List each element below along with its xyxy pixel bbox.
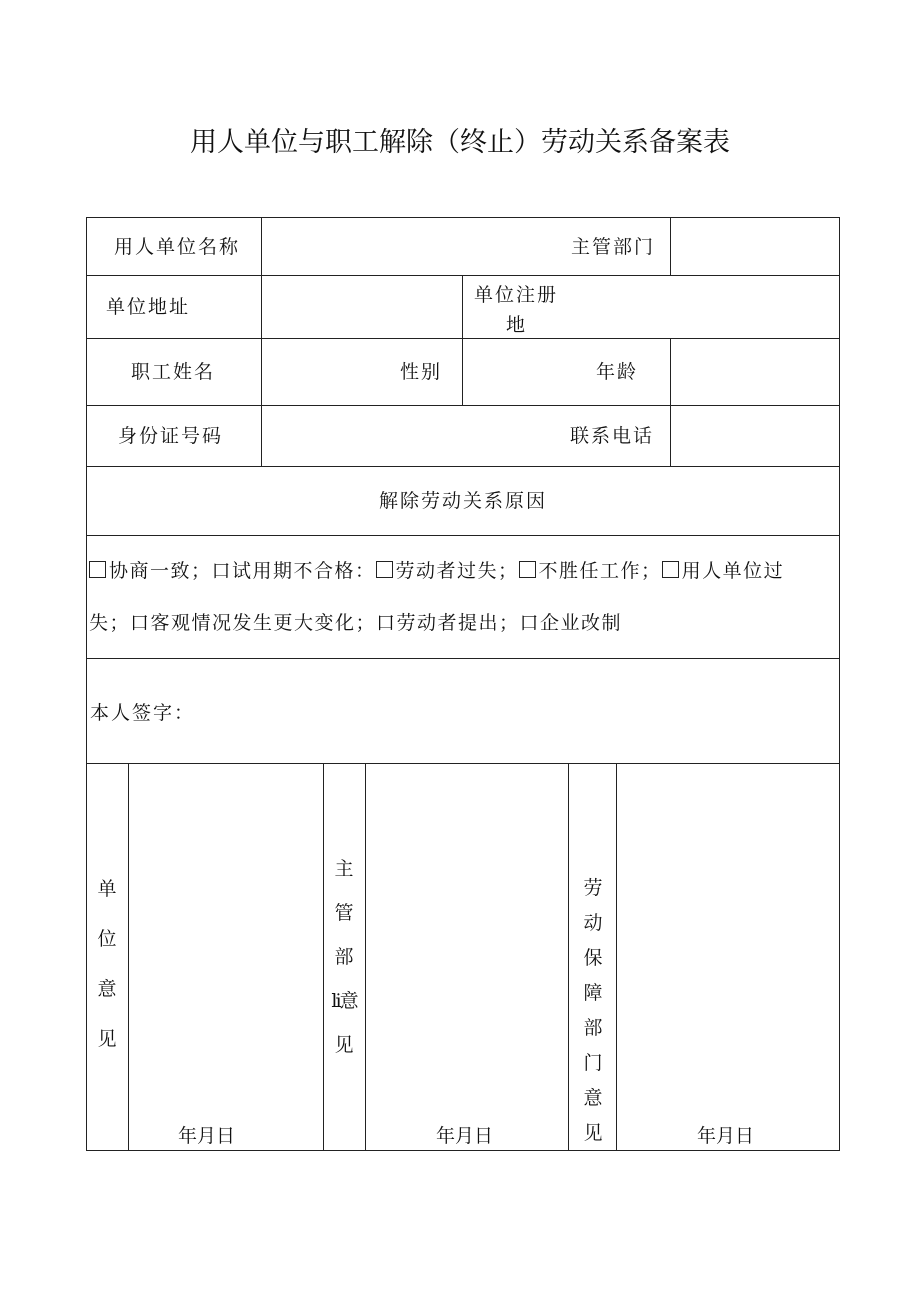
unit-name-field[interactable]	[276, 235, 476, 259]
label-char: 部	[334, 946, 354, 968]
reason-option-employer-fault[interactable]: 用人单位过	[662, 560, 785, 582]
label-char: 位	[97, 928, 117, 950]
reason-option-probation[interactable]: 口试用期不合格：	[211, 560, 376, 582]
row-divider	[86, 338, 840, 339]
label-char: 见	[97, 1028, 117, 1050]
signature-field[interactable]	[196, 687, 816, 737]
phone-field[interactable]	[684, 424, 824, 448]
age-field[interactable]	[684, 360, 824, 384]
unit-name-label: 用人单位名称	[114, 236, 241, 258]
unit-opinion-date: 年月日	[178, 1125, 236, 1147]
name-label: 职工姓名	[131, 361, 216, 383]
label-char: 单	[97, 878, 117, 900]
label-char: 动	[583, 912, 603, 934]
reg-address-field[interactable]	[566, 295, 816, 319]
col-divider	[462, 275, 463, 405]
reason-header: 解除劳动关系原因	[378, 490, 547, 512]
row-divider	[86, 405, 840, 406]
reason-option-consensus[interactable]: 协商一致；	[89, 560, 212, 582]
address-label: 单位地址	[106, 296, 191, 318]
dept-opinion-field[interactable]	[367, 765, 567, 1115]
reason-option-incompetent[interactable]: 不胜任工作；	[519, 560, 662, 582]
id-field[interactable]	[276, 424, 556, 448]
label-char: 意	[583, 1087, 603, 1109]
col-divider	[365, 763, 366, 1151]
labor-opinion-label	[573, 876, 613, 1145]
col-divider	[568, 763, 569, 1151]
label-char: 见	[583, 1122, 603, 1144]
signature-label: 本人签字：	[90, 702, 196, 724]
gender-label: 性别	[400, 361, 443, 383]
label-char: 意	[97, 978, 117, 1000]
label-char: 部	[583, 1017, 603, 1039]
label-char: 障	[583, 982, 603, 1004]
age-label: 年龄	[596, 361, 639, 383]
label-char: 劳	[583, 877, 603, 899]
phone-label: 联系电话	[570, 425, 655, 447]
checkbox-icon[interactable]	[662, 561, 679, 578]
record-form	[86, 217, 840, 1151]
row-divider	[86, 275, 840, 276]
reg-label-line1: 单位注册	[474, 284, 559, 306]
col-divider	[616, 763, 617, 1151]
unit-opinion-label	[87, 877, 127, 1051]
label-char: li意	[331, 990, 357, 1012]
dept-label: 主管部门	[571, 236, 656, 258]
reason-option-misconduct[interactable]: 劳动者过失；	[376, 560, 519, 582]
border-top	[86, 217, 840, 218]
row-divider	[86, 466, 840, 467]
row-divider	[86, 535, 840, 536]
checkbox-icon[interactable]	[519, 561, 536, 578]
label-char: 主	[334, 858, 354, 880]
col-divider	[670, 338, 671, 405]
col-divider	[670, 217, 671, 275]
row-divider	[86, 763, 840, 764]
address-field[interactable]	[276, 295, 446, 319]
reason-options-line1	[89, 559, 784, 583]
col-divider	[261, 217, 262, 466]
id-label: 身份证号码	[118, 425, 224, 447]
label-char: 门	[583, 1052, 603, 1074]
dept-field[interactable]	[684, 235, 824, 259]
col-divider	[128, 763, 129, 1151]
dept-opinion-label	[324, 857, 364, 1057]
col-divider	[670, 405, 671, 466]
labor-opinion-date: 年月日	[697, 1125, 755, 1147]
labor-opinion-field[interactable]	[618, 765, 838, 1115]
checkbox-icon[interactable]	[376, 561, 393, 578]
form-title: 用人单位与职工解除（终止）劳动关系备案表	[190, 127, 730, 158]
row-divider	[86, 658, 840, 659]
label-char: 保	[583, 947, 603, 969]
label-char: 见	[334, 1034, 354, 1056]
reason-options-line2: 失；口客观情况发生更大变化；口劳动者提出；口企业改制	[89, 612, 623, 634]
checkbox-icon[interactable]	[89, 561, 106, 578]
dept-opinion-date: 年月日	[436, 1125, 494, 1147]
label-char: 管	[334, 902, 354, 924]
reg-label-line2: 地	[506, 314, 528, 336]
unit-opinion-field[interactable]	[130, 765, 322, 1115]
border-right	[839, 217, 840, 1151]
border-bottom	[86, 1150, 840, 1151]
